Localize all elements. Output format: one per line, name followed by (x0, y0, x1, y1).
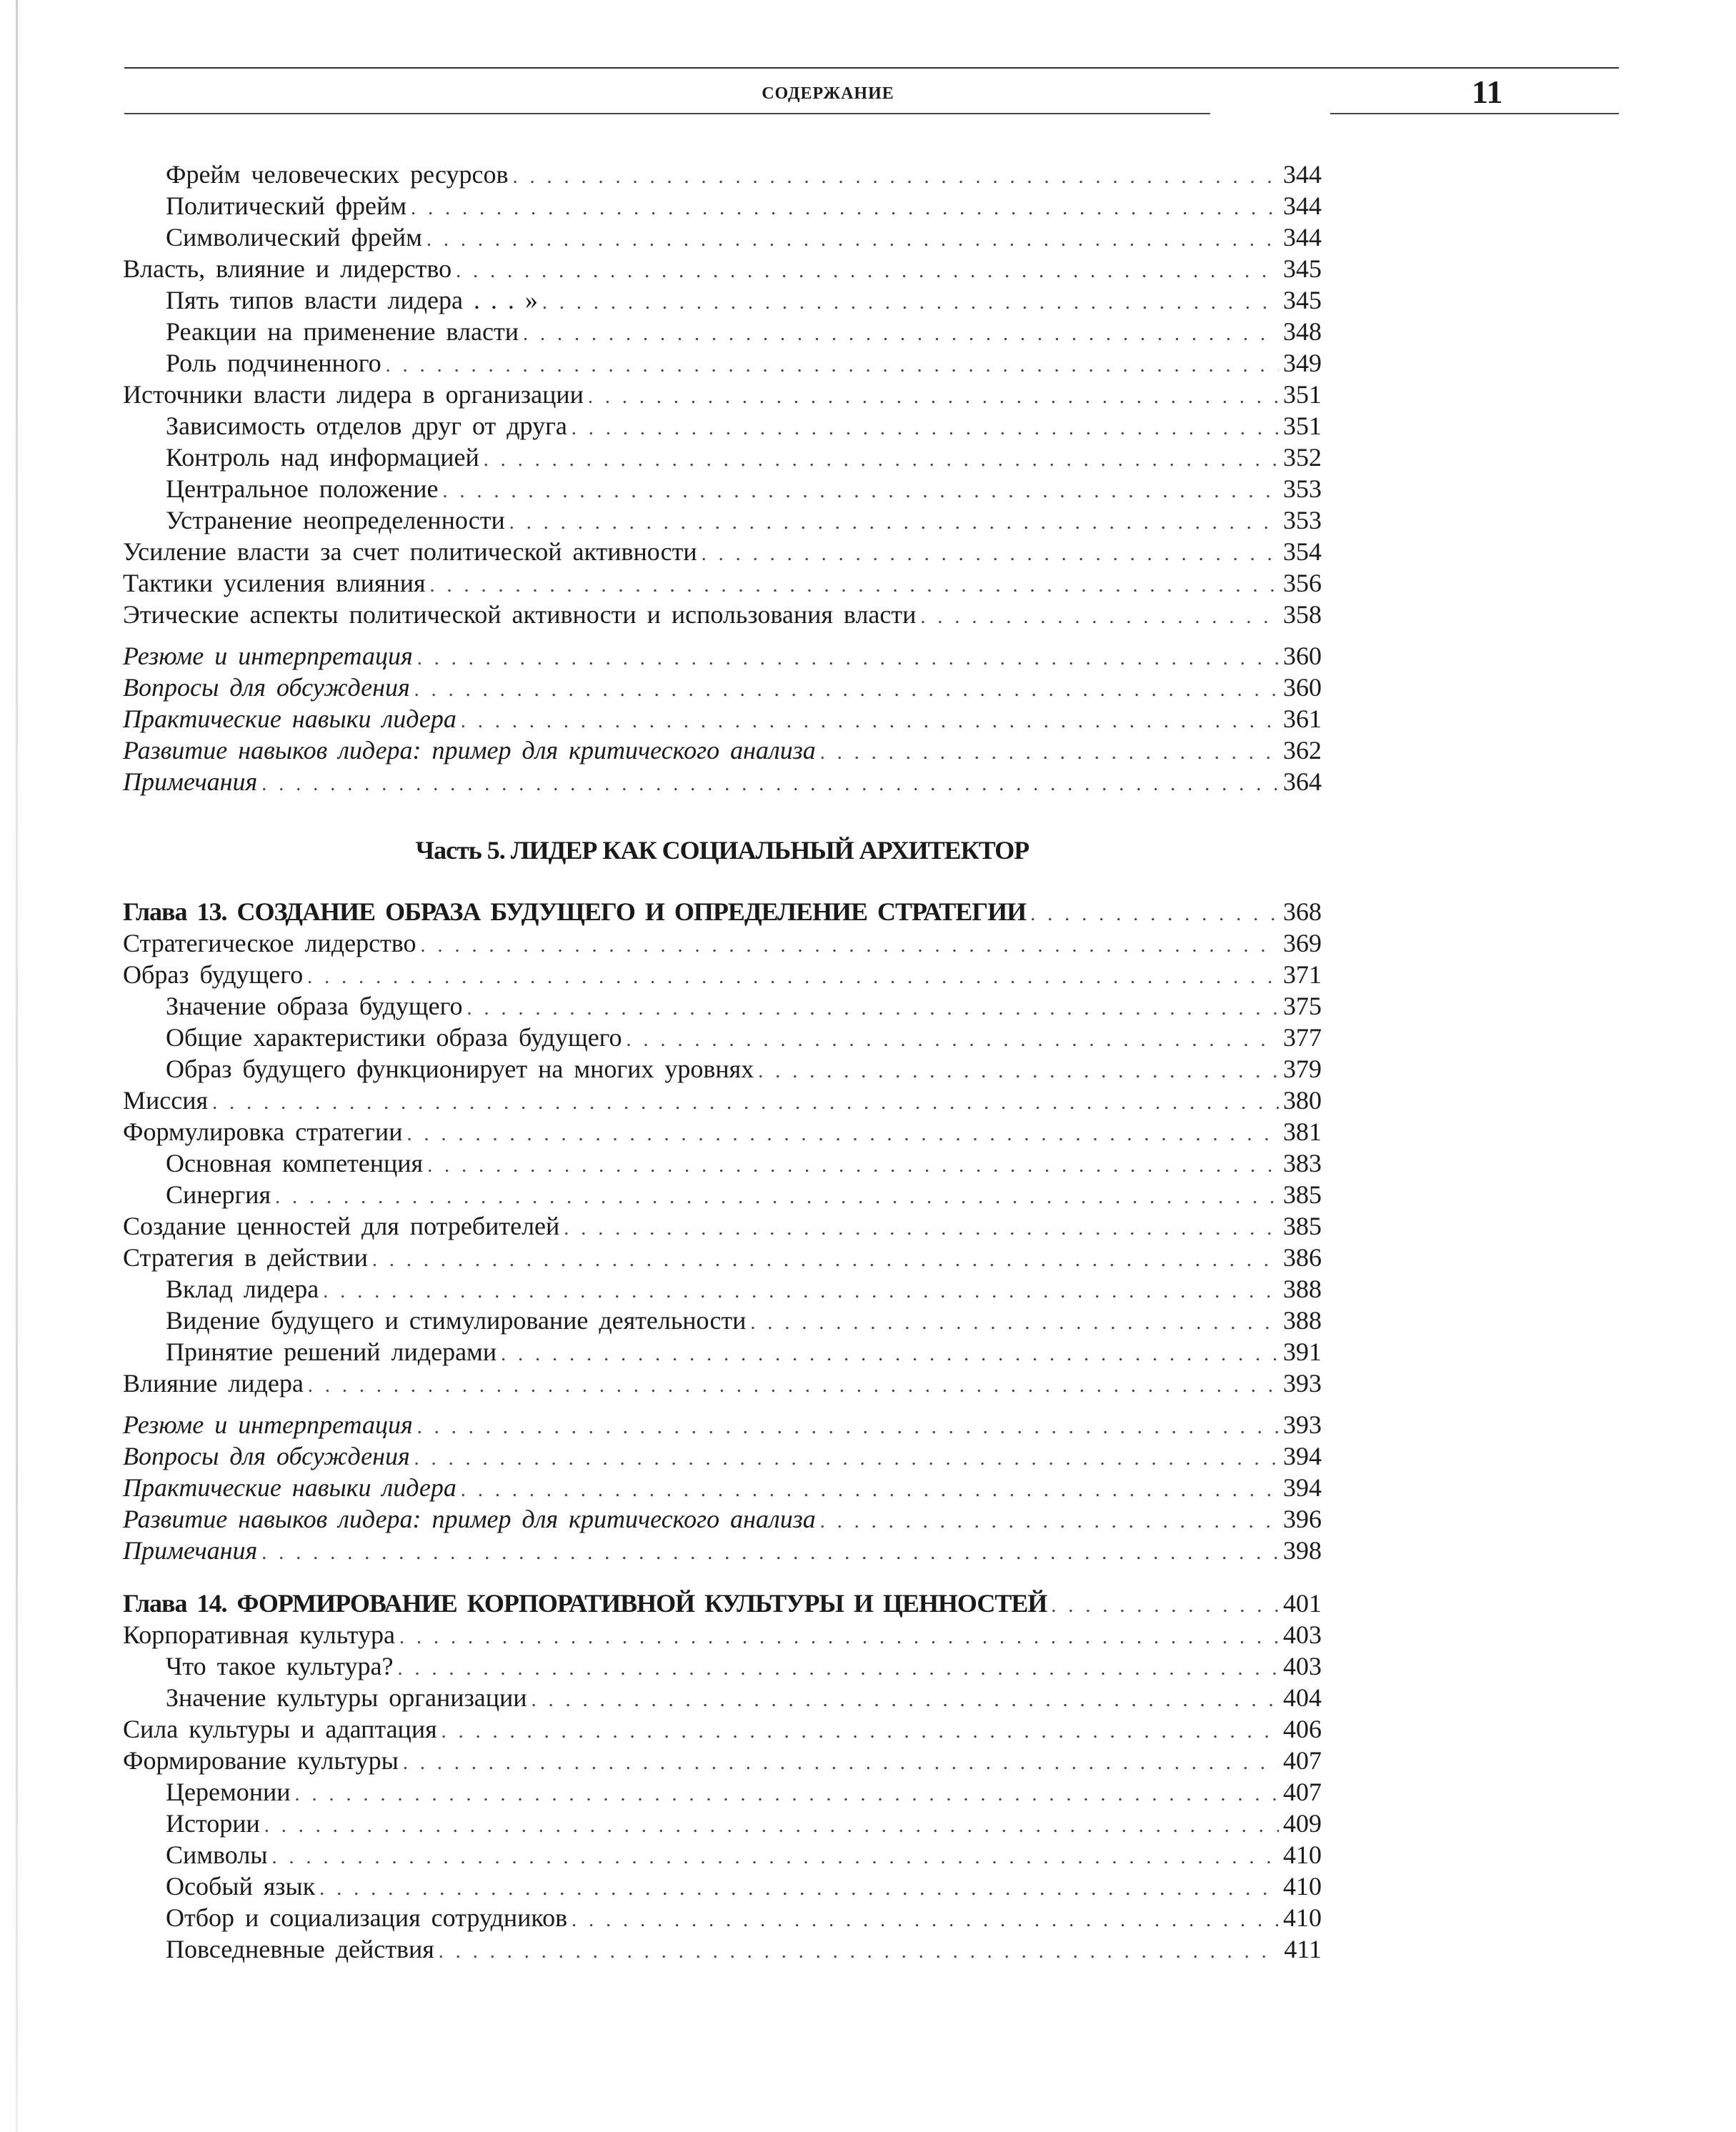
dot-leader (386, 350, 1279, 382)
toc-entry[interactable] (123, 1116, 1322, 1147)
toc-entry[interactable] (123, 347, 1322, 379)
toc-extra[interactable] (123, 734, 1322, 766)
dot-leader (319, 1873, 1279, 1905)
toc-extra-title: Вопросы для обсуждения (123, 673, 410, 702)
chapter-heading[interactable] (123, 1588, 1322, 1619)
toc-entry[interactable] (123, 1022, 1322, 1053)
toc-extra-title: Вопросы для обсуждения (123, 1442, 410, 1470)
toc-entry-title: Особый язык (166, 1872, 316, 1901)
toc-entry-title: Повседневные действия (166, 1935, 434, 1963)
dot-leader (588, 382, 1279, 413)
toc-entry-page: 353 (1283, 506, 1322, 534)
toc-entry-page: 410 (1283, 1872, 1322, 1901)
dot-leader (542, 287, 1279, 319)
toc-entry-title: Что такое культура? (166, 1652, 394, 1680)
dot-leader (920, 602, 1279, 633)
toc-entry-title: Значение образа будущего (166, 992, 463, 1020)
toc-entry-title: Пять типов власти лидера . . . » (166, 286, 538, 314)
dot-leader (406, 1119, 1279, 1150)
dot-leader (820, 1506, 1279, 1538)
toc-entry[interactable] (123, 1368, 1322, 1399)
toc-extra-title: Развитие навыков лидера: пример для критического анализа (123, 736, 816, 764)
dot-leader (512, 161, 1279, 193)
toc-entry-title: Образ будущего (123, 960, 304, 989)
toc-extra[interactable] (123, 640, 1322, 672)
toc-extra-page: 360 (1283, 673, 1322, 702)
toc-entry-title: Корпоративная культура (123, 1620, 395, 1649)
toc-entry-title: Влияние лидера (123, 1369, 304, 1398)
toc-entry-title: Власть, влияние и лидерство (123, 254, 452, 283)
toc-entry[interactable] (123, 1933, 1322, 1965)
toc-entry-page: 353 (1283, 474, 1322, 503)
toc-entry-title: Отбор и социализация сотрудников (166, 1903, 568, 1932)
toc-extra[interactable] (123, 672, 1322, 703)
toc-entry-title: Символы (166, 1840, 268, 1869)
dot-leader (308, 1370, 1279, 1402)
table-of-contents (123, 159, 1322, 1965)
toc-entry-page: 379 (1283, 1055, 1322, 1083)
toc-entry-title: Стратегическое лидерство (123, 929, 416, 957)
dot-leader (564, 1213, 1279, 1245)
toc-entry[interactable] (123, 1273, 1322, 1305)
toc-entry-title: Стратегия в действии (123, 1243, 368, 1272)
toc-entry-title: Образ будущего функционирует на многих уровнях (166, 1055, 754, 1083)
toc-entry-title: Этические аспекты политической активности и использования власти (123, 600, 917, 629)
toc-entry-page: 406 (1283, 1715, 1322, 1743)
toc-entry[interactable] (123, 1682, 1322, 1713)
toc-entry-page: 407 (1283, 1778, 1322, 1806)
toc-entry-page: 383 (1283, 1149, 1322, 1177)
toc-entry[interactable] (123, 1745, 1322, 1776)
dot-leader (461, 706, 1279, 737)
toc-extra-title: Примечания (123, 1536, 258, 1565)
toc-entry[interactable] (123, 1085, 1322, 1116)
toc-entry-title: Истории (166, 1809, 260, 1838)
chapter-title: Глава 13. СОЗДАНИЕ ОБРАЗА БУДУЩЕГО И ОПРЕДЕЛЕНИЕ СТРАТЕГИИ (123, 897, 1027, 926)
toc-entry-title: Синергия (166, 1180, 271, 1209)
dot-leader (509, 507, 1279, 539)
toc-entry[interactable] (123, 1210, 1322, 1242)
toc-extra[interactable] (123, 1440, 1322, 1472)
dot-leader (417, 1412, 1279, 1443)
toc-entry[interactable] (123, 410, 1322, 442)
toc-extra-title: Примечания (123, 767, 258, 796)
toc-entry-title: Роль подчиненного (166, 349, 381, 377)
chapter-heading[interactable] (123, 896, 1322, 927)
toc-entry-page: 351 (1283, 412, 1322, 440)
dot-leader (758, 1056, 1279, 1087)
dot-leader (627, 1025, 1279, 1056)
dot-leader (820, 737, 1279, 769)
toc-entry-page: 386 (1283, 1243, 1322, 1272)
toc-entry[interactable] (123, 1053, 1322, 1085)
toc-extra[interactable] (123, 766, 1322, 797)
dot-leader (750, 1307, 1279, 1339)
dot-leader (403, 1748, 1279, 1779)
toc-extra-title: Развитие навыков лидера: пример для критического анализа (123, 1505, 816, 1533)
toc-entry-page: 371 (1283, 960, 1322, 989)
toc-entry[interactable] (123, 1808, 1322, 1839)
dot-leader (467, 993, 1279, 1025)
dot-leader (421, 930, 1279, 962)
toc-entry-title: Значение культуры организации (166, 1683, 527, 1712)
header-rule-left (124, 113, 1210, 114)
toc-entry-page: 345 (1283, 254, 1322, 283)
toc-entry[interactable] (123, 504, 1322, 536)
toc-entry-title: Тактики усиления влияния (123, 569, 426, 597)
toc-entry-title: Фрейм человеческих ресурсов (166, 160, 509, 189)
dot-leader (261, 1538, 1279, 1569)
toc-entry-page: 344 (1283, 160, 1322, 189)
toc-entry[interactable] (123, 1902, 1322, 1933)
toc-entry-page: 352 (1283, 443, 1322, 472)
toc-entry-title: Центральное положение (166, 474, 439, 503)
toc-entry[interactable] (123, 1839, 1322, 1871)
dot-leader (399, 1622, 1279, 1653)
toc-entry[interactable] (123, 1179, 1322, 1210)
toc-extra-page: 394 (1283, 1473, 1322, 1502)
toc-entry-page: 354 (1283, 537, 1322, 566)
chapter-13 (123, 896, 1322, 1566)
toc-entry-title: Устранение неопределенности (166, 506, 505, 534)
toc-entry-title: Реакции на применение власти (166, 317, 519, 346)
toc-entry-page: 391 (1283, 1338, 1322, 1366)
toc-entry[interactable] (123, 253, 1322, 284)
dot-leader (442, 1716, 1279, 1748)
toc-entry-title: Церемонии (166, 1778, 291, 1806)
toc-entry[interactable] (123, 159, 1322, 190)
toc-extra[interactable] (123, 703, 1322, 734)
toc-extra[interactable] (123, 1503, 1322, 1535)
dot-leader (272, 1842, 1279, 1873)
dot-leader (427, 1150, 1279, 1182)
dot-leader (426, 224, 1279, 256)
dot-leader (372, 1245, 1279, 1276)
toc-entry-page: 345 (1283, 286, 1322, 314)
dot-leader (443, 476, 1279, 507)
toc-entry-page: 393 (1283, 1369, 1322, 1398)
dot-leader (1030, 899, 1279, 930)
dot-leader (212, 1087, 1279, 1119)
dot-leader (532, 1685, 1279, 1716)
toc-entry-page: 385 (1283, 1212, 1322, 1240)
toc-entry-page: 344 (1283, 223, 1322, 251)
running-head: СОДЕРЖАНИЕ (762, 84, 894, 103)
dot-leader (702, 539, 1279, 570)
chapter-page: 368 (1283, 897, 1322, 926)
dot-leader (411, 193, 1279, 224)
toc-entry-title: Формулировка стратегии (123, 1117, 403, 1146)
toc-entry-page: 380 (1283, 1086, 1322, 1115)
dot-leader (439, 1936, 1279, 1968)
toc-entry-title: Видение будущего и стимулирование деятельности (166, 1306, 747, 1335)
dot-leader (572, 413, 1279, 444)
dot-leader (414, 1443, 1279, 1475)
toc-entry-page: 403 (1283, 1620, 1322, 1649)
toc-entry-title: Усиление власти за счет политической активности (123, 537, 697, 566)
dot-leader (264, 1810, 1279, 1842)
toc-entry-page: 409 (1283, 1809, 1322, 1838)
scan-edge (16, 0, 18, 2132)
toc-entry-title: Принятие решений лидерами (166, 1338, 497, 1366)
dot-leader (456, 256, 1279, 287)
toc-extra-page: 360 (1283, 642, 1322, 670)
dot-leader (307, 962, 1279, 993)
toc-entry-page: 344 (1283, 191, 1322, 220)
dot-leader (501, 1339, 1279, 1370)
toc-extra-page: 398 (1283, 1536, 1322, 1565)
toc-extra-page: 361 (1283, 704, 1322, 733)
dot-leader (430, 570, 1279, 602)
toc-entry-page: 410 (1283, 1903, 1322, 1932)
toc-entry-title: Зависимость отделов друг от друга (166, 412, 567, 440)
toc-entry-title: Миссия (123, 1086, 209, 1115)
toc-entry[interactable] (123, 190, 1322, 221)
toc-entry-page: 404 (1283, 1683, 1322, 1712)
dot-leader (523, 319, 1279, 350)
dot-leader (417, 643, 1279, 674)
toc-entry[interactable] (123, 1147, 1322, 1179)
toc-entry-page: 358 (1283, 600, 1322, 629)
toc-entry-page: 351 (1283, 380, 1322, 409)
chapter-page: 401 (1283, 1589, 1322, 1618)
toc-extra-title: Резюме и интерпретация (123, 642, 413, 670)
toc-extra[interactable] (123, 1409, 1322, 1440)
toc-entry[interactable] (123, 599, 1322, 630)
toc-entry-title: Символический фрейм (166, 223, 422, 251)
dot-leader (323, 1276, 1279, 1307)
toc-entry[interactable] (123, 221, 1322, 253)
header-rule-right (1330, 113, 1619, 114)
toc-entry[interactable] (123, 1871, 1322, 1902)
dot-leader (484, 444, 1279, 476)
toc-entry[interactable] (123, 959, 1322, 990)
toc-entry-title: Политический фрейм (166, 191, 407, 220)
chapter-14 (123, 1588, 1322, 1965)
toc-entry-page: 388 (1283, 1275, 1322, 1303)
dot-leader (572, 1905, 1279, 1936)
toc-entry-title: Основная компетенция (166, 1149, 424, 1177)
toc-entry-page: 349 (1283, 349, 1322, 377)
toc-extra-title: Резюме и интерпретация (123, 1410, 413, 1439)
toc-entry-page: 407 (1283, 1746, 1322, 1775)
toc-entry-title: Контроль над информацией (166, 443, 479, 472)
dot-leader (414, 674, 1279, 706)
toc-entry-page: 348 (1283, 317, 1322, 346)
toc-entry-title: Сила культуры и адаптация (123, 1715, 437, 1743)
toc-entry[interactable] (123, 1305, 1322, 1336)
toc-entry[interactable] (123, 536, 1322, 567)
toc-extra-page: 396 (1283, 1505, 1322, 1533)
chapter-title: Глава 14. ФОРМИРОВАНИЕ КОРПОРАТИВНОЙ КУЛЬТУРЫ И ЦЕННОСТЕЙ (123, 1589, 1047, 1618)
dot-leader (295, 1779, 1279, 1810)
toc-extra-page: 394 (1283, 1442, 1322, 1470)
toc-entry-page: 385 (1283, 1180, 1322, 1209)
toc-extra[interactable] (123, 1535, 1322, 1566)
toc-entry-page: 388 (1283, 1306, 1322, 1335)
dot-leader (261, 769, 1279, 800)
toc-entry[interactable] (123, 1776, 1322, 1808)
toc-extra-title: Практические навыки лидера (123, 704, 457, 733)
toc-entry-title: Источники власти лидера в организации (123, 380, 584, 409)
toc-entry[interactable] (123, 1242, 1322, 1273)
toc-entry-page: 369 (1283, 929, 1322, 957)
toc-entry[interactable] (123, 567, 1322, 599)
toc-extra-page: 362 (1283, 736, 1322, 764)
toc-entry-page: 403 (1283, 1652, 1322, 1680)
toc-entry-title: Создание ценностей для потребителей (123, 1212, 560, 1240)
toc-entry[interactable] (123, 473, 1322, 504)
toc-entry[interactable] (123, 379, 1322, 410)
dot-leader (461, 1475, 1279, 1506)
toc-entry[interactable] (123, 284, 1322, 316)
toc-entry[interactable] (123, 990, 1322, 1022)
toc-entry-title: Вклад лидера (166, 1275, 319, 1303)
toc-extra-page: 393 (1283, 1410, 1322, 1439)
toc-entry[interactable] (123, 442, 1322, 473)
toc-entry[interactable] (123, 316, 1322, 347)
part-title: Часть 5. ЛИДЕР КАК СОЦИАЛЬНЫЙ АРХИТЕКТОР (415, 836, 1029, 865)
toc-entry-page: 410 (1283, 1840, 1322, 1869)
toc-entry-page: 381 (1283, 1117, 1322, 1146)
toc-extra-title: Практические навыки лидера (123, 1473, 457, 1502)
toc-extra-page: 364 (1283, 767, 1322, 796)
toc-entry-page: 356 (1283, 569, 1322, 597)
page-number: 11 (1472, 74, 1503, 110)
dot-leader (1051, 1590, 1279, 1622)
toc-entry[interactable] (123, 1619, 1322, 1650)
toc-entry[interactable] (123, 1336, 1322, 1368)
toc-entry[interactable] (123, 1713, 1322, 1745)
dot-leader (275, 1182, 1279, 1213)
toc-entry[interactable] (123, 927, 1322, 959)
toc-entry-page: 377 (1283, 1023, 1322, 1052)
toc-entry-page: 411 (1284, 1935, 1322, 1963)
toc-entry-page: 375 (1283, 992, 1322, 1020)
toc-block-1 (123, 159, 1322, 797)
toc-extra[interactable] (123, 1472, 1322, 1503)
toc-entry-title: Формирование культуры (123, 1746, 399, 1775)
dot-leader (398, 1653, 1279, 1685)
toc-entry[interactable] (123, 1650, 1322, 1682)
header-rule-top (124, 67, 1619, 69)
toc-entry-title: Общие характеристики образа будущего (166, 1023, 622, 1052)
